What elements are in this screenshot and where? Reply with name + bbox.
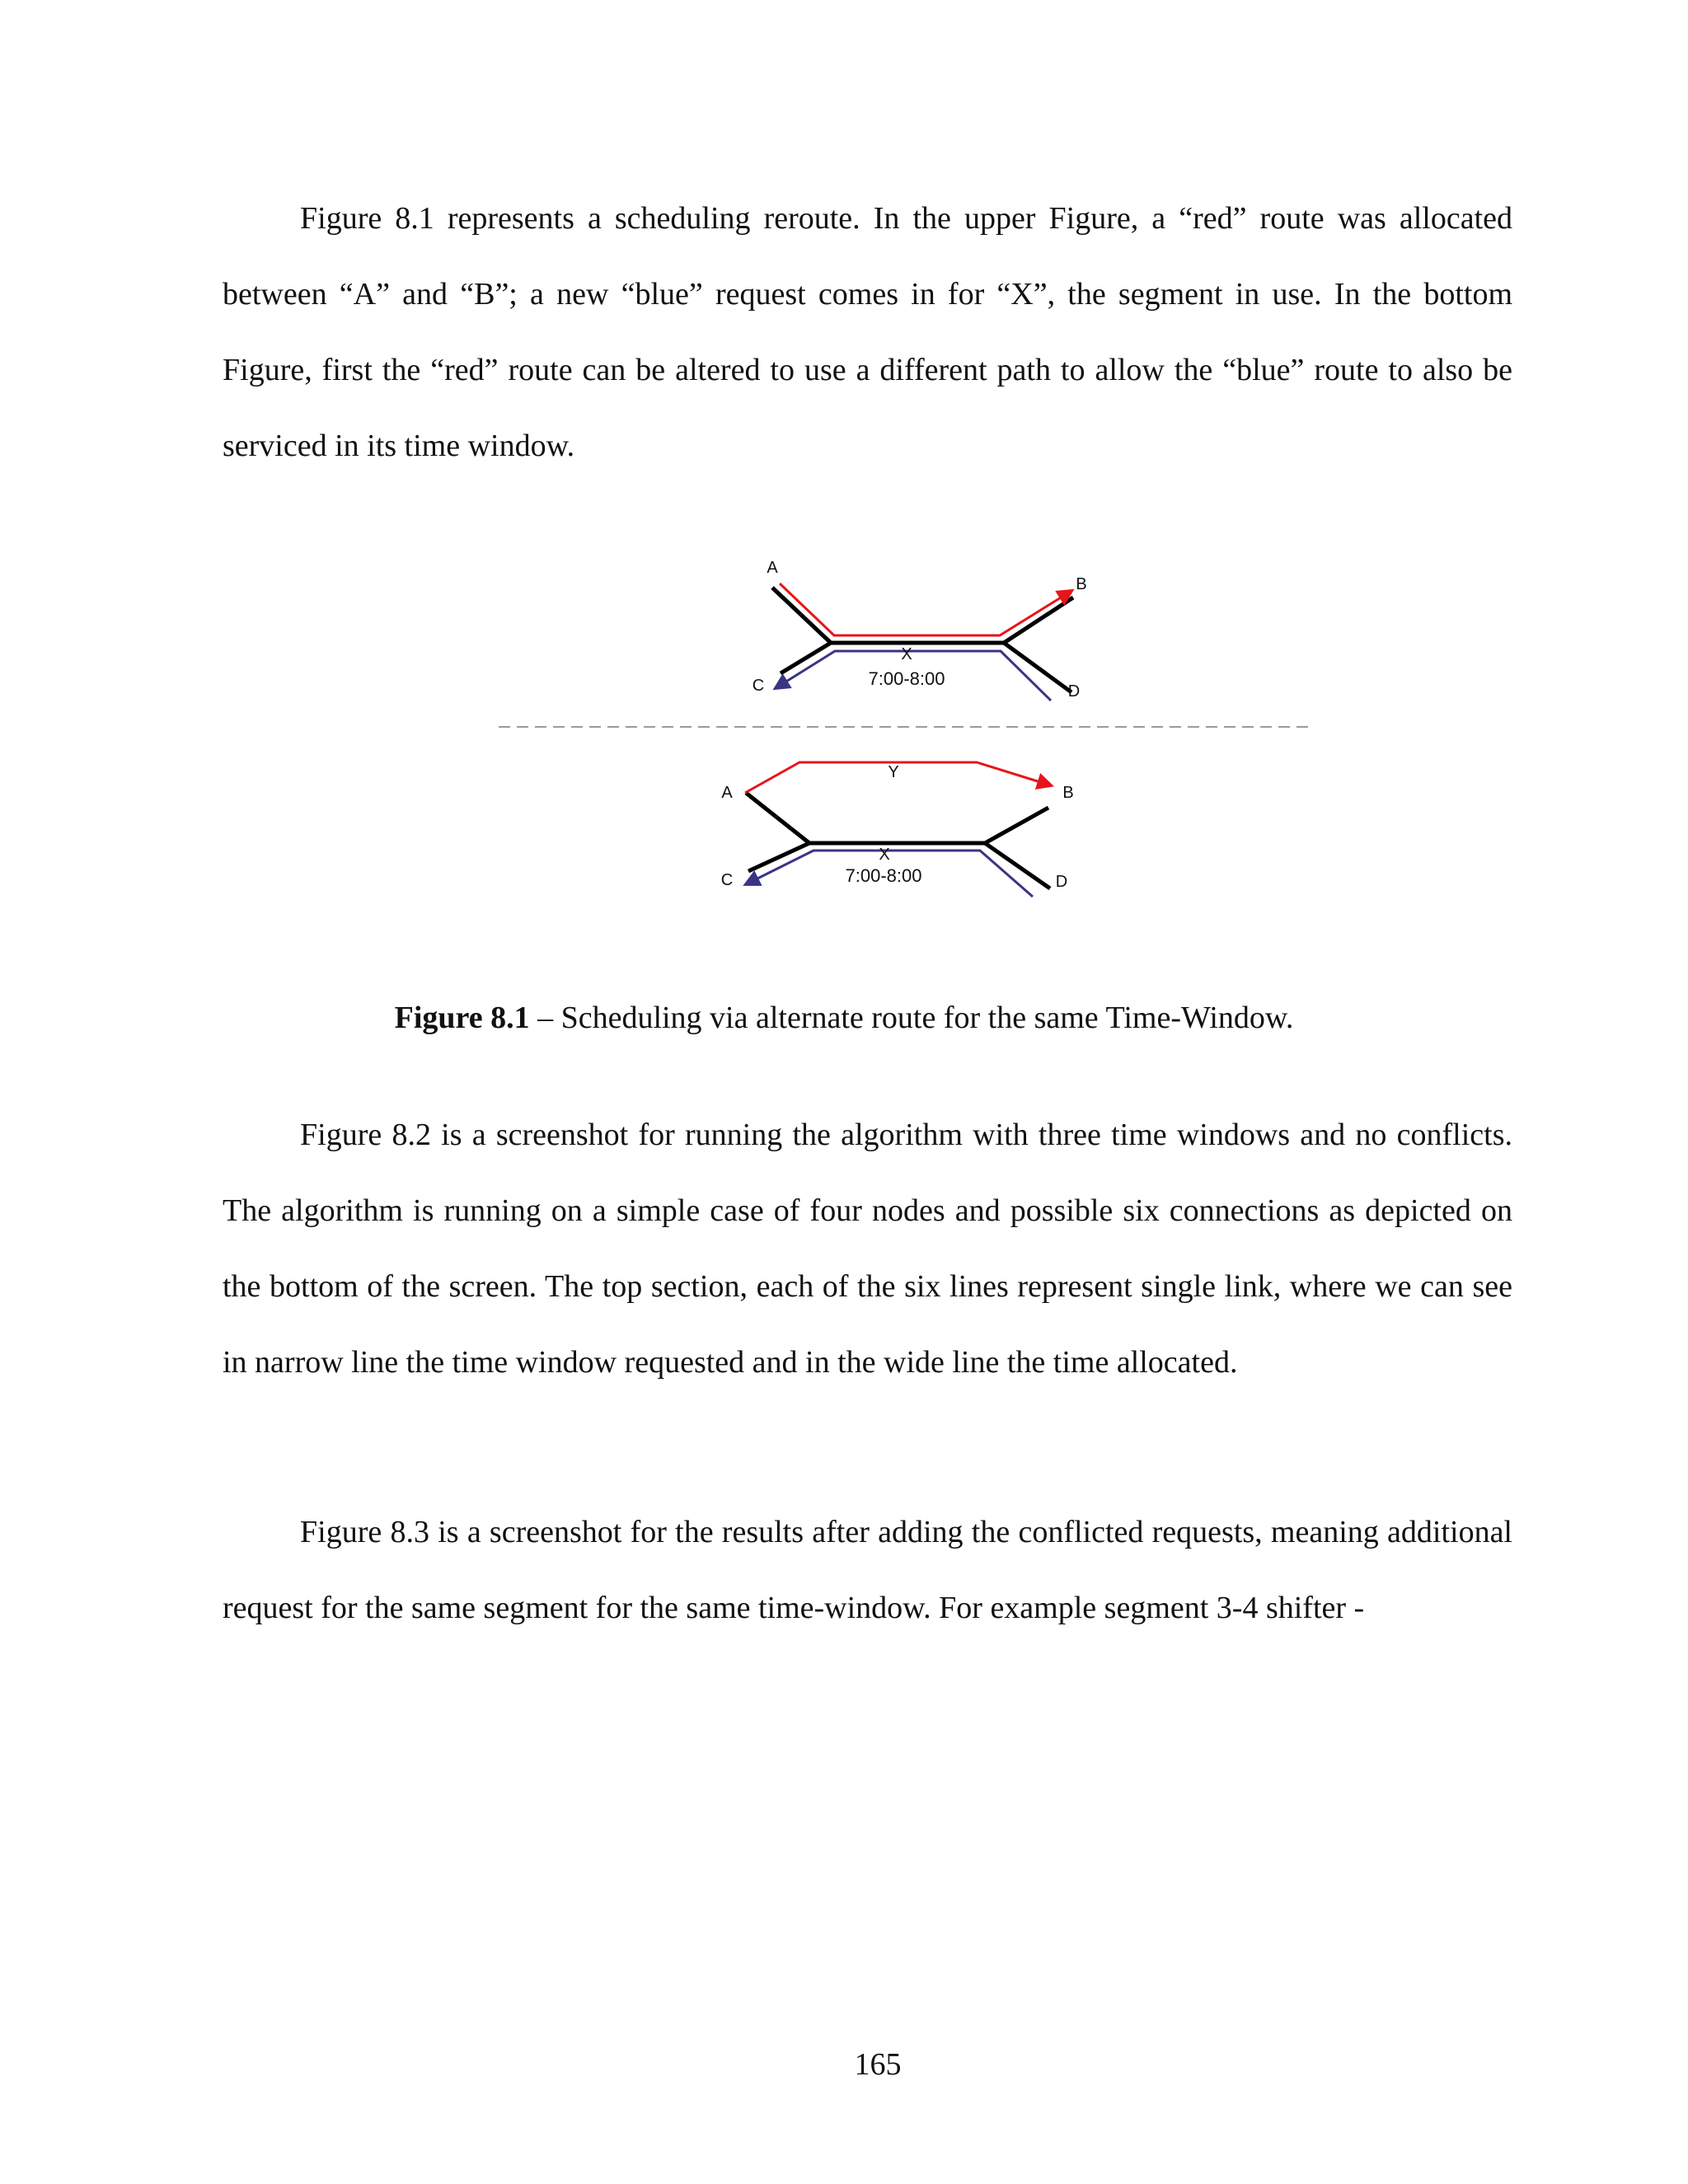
top-node-label-d: D: [1067, 682, 1081, 701]
paragraph-text: Figure 8.2 is a screenshot for running the algorithm with three time windows and no conflicts. The algorithm is running on a simple case of four nodes and possible six connections as depicted on the bottom of the screen. The top section, each of the six lines represent single link, where we can see in narrow line the time window requested and in the wide line the time allocated.: [223, 1118, 1512, 1380]
top-time-window-label: 7:00-8:00: [868, 668, 945, 689]
top-segment-label-x: X: [901, 645, 912, 663]
bottom-link-a: [746, 793, 809, 843]
paragraph-figure-8-1-description: [223, 180, 1512, 484]
caption-label: Figure 8.1: [394, 1001, 530, 1035]
top-link-a: [772, 588, 831, 643]
top-node-label-a: A: [767, 559, 778, 577]
paragraph-figure-8-2-description: [223, 1097, 1512, 1400]
top-node-label-b: B: [1076, 575, 1087, 593]
bottom-node-label-a: A: [721, 784, 733, 802]
bottom-node-label-b: B: [1062, 784, 1074, 802]
bottom-segment-label-y: Y: [888, 763, 899, 781]
figure-caption: [0, 997, 1688, 1038]
bottom-segment-label-x: X: [879, 846, 890, 864]
bottom-link-b: [985, 808, 1048, 843]
top-link-d: [1004, 643, 1071, 692]
bottom-link-d: [985, 843, 1050, 888]
bottom-network-diagram: [721, 762, 1074, 897]
paragraph-text: Figure 8.1 represents a scheduling reroute. In the upper Figure, a “red” route was allocated between “A” and “B”; a new “blue” request comes in for “X”, the segment in use. In the bottom Figure, first the “red” route can be altered to use a different path to allow the “blue” route to also be serviced in its time window.: [223, 201, 1512, 463]
bottom-node-label-d: D: [1055, 873, 1068, 891]
paragraph-figure-8-3-description: [223, 1494, 1512, 1646]
top-link-b: [1004, 598, 1073, 643]
paragraph-text: Figure 8.3 is a screenshot for the results after adding the conflicted requests, meaning additional request for the same segment for the same time-window. For example segment 3-4 shifter -: [223, 1515, 1512, 1625]
figure-8-1-diagram: [0, 544, 1688, 915]
top-node-label-c: C: [752, 677, 765, 695]
bottom-node-label-c: C: [720, 871, 734, 889]
page-number: 165: [854, 2047, 902, 2082]
top-network-diagram: [753, 559, 1087, 701]
caption-text: – Scheduling via alternate route for the same Time-Window.: [529, 1001, 1294, 1035]
figure-8-1: [0, 544, 1688, 915]
bottom-time-window-label: 7:00-8:00: [845, 865, 922, 886]
